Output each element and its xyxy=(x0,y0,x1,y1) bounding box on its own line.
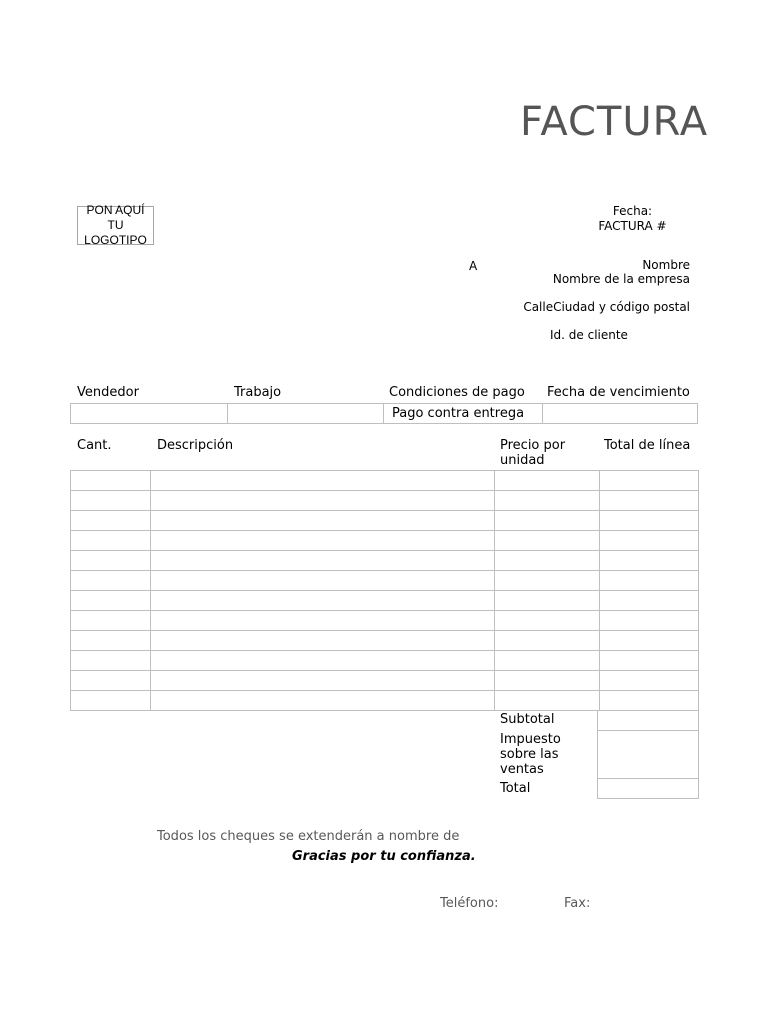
description-cell[interactable] xyxy=(151,551,495,571)
unit-price-cell[interactable] xyxy=(495,571,600,591)
tax-value[interactable] xyxy=(598,731,699,779)
table-row xyxy=(71,511,699,531)
header-condiciones-pago: Condiciones de pago xyxy=(389,385,525,400)
line-total-cell[interactable] xyxy=(600,571,699,591)
line-total-cell[interactable] xyxy=(600,671,699,691)
unit-price-cell[interactable] xyxy=(495,691,600,711)
table-row xyxy=(71,571,699,591)
line-total-cell[interactable] xyxy=(600,471,699,491)
description-cell[interactable] xyxy=(151,511,495,531)
table-row xyxy=(71,691,699,711)
qty-cell[interactable] xyxy=(71,531,151,551)
unit-price-cell[interactable] xyxy=(495,471,600,491)
line-total-cell[interactable] xyxy=(600,511,699,531)
qty-cell[interactable] xyxy=(71,491,151,511)
logo-placeholder xyxy=(77,203,154,247)
description-cell[interactable] xyxy=(151,671,495,691)
bill-to-address: CalleCiudad y código postal xyxy=(523,300,690,314)
subtotal-value[interactable] xyxy=(598,711,699,731)
date-label: Fecha: xyxy=(612,204,653,218)
description-cell[interactable] xyxy=(151,691,495,711)
fecha-vencimiento-cell[interactable] xyxy=(543,404,698,424)
table-row xyxy=(71,551,699,571)
description-cell[interactable] xyxy=(151,631,495,651)
tax-label: Impuesto sobre las ventas xyxy=(500,732,561,777)
bill-to-label: A xyxy=(469,259,478,273)
unit-price-cell[interactable] xyxy=(495,551,600,571)
unit-price-cell[interactable] xyxy=(495,631,600,651)
header-total-linea: Total de línea xyxy=(604,438,691,453)
line-total-cell[interactable] xyxy=(600,491,699,511)
unit-price-cell[interactable] xyxy=(495,611,600,631)
terms-table xyxy=(70,403,698,424)
table-row xyxy=(71,591,699,611)
table-row xyxy=(71,404,698,424)
table-row xyxy=(71,631,699,651)
trabajo-cell[interactable] xyxy=(228,404,384,424)
qty-cell[interactable] xyxy=(71,651,151,671)
qty-cell[interactable] xyxy=(71,611,151,631)
subtotal-label: Subtotal xyxy=(500,712,555,727)
unit-price-cell[interactable] xyxy=(495,531,600,551)
line-total-cell[interactable] xyxy=(600,531,699,551)
thanks-message: Gracias por tu confianza. xyxy=(292,849,476,864)
items-table xyxy=(70,470,699,711)
bill-to-client-id: Id. de cliente xyxy=(550,328,628,342)
unit-price-cell[interactable] xyxy=(495,591,600,611)
qty-cell[interactable] xyxy=(71,571,151,591)
condiciones-pago-cell[interactable]: Pago contra entrega xyxy=(384,404,543,424)
description-cell[interactable] xyxy=(151,611,495,631)
invoice-title: FACTURA xyxy=(520,99,709,145)
total-label: Total xyxy=(500,781,531,796)
line-total-cell[interactable] xyxy=(600,611,699,631)
qty-cell[interactable] xyxy=(71,591,151,611)
line-total-cell[interactable] xyxy=(600,631,699,651)
invoice-number-label: FACTURA # xyxy=(598,219,667,233)
unit-price-cell[interactable] xyxy=(495,511,600,531)
header-cantidad: Cant. xyxy=(77,438,112,453)
description-cell[interactable] xyxy=(151,491,495,511)
line-total-cell[interactable] xyxy=(600,591,699,611)
qty-cell[interactable] xyxy=(71,691,151,711)
bill-to-name: Nombre xyxy=(642,258,690,272)
totals-table xyxy=(597,710,699,799)
qty-cell[interactable] xyxy=(71,471,151,491)
total-value[interactable] xyxy=(598,779,699,799)
description-cell[interactable] xyxy=(151,531,495,551)
table-row xyxy=(71,611,699,631)
checks-note: Todos los cheques se extenderán a nombre de xyxy=(157,829,460,844)
phone-label: Teléfono: xyxy=(440,896,499,911)
header-precio-unidad: Precio por unidad xyxy=(500,438,566,468)
qty-cell[interactable] xyxy=(71,551,151,571)
table-row xyxy=(71,531,699,551)
unit-price-cell[interactable] xyxy=(495,491,600,511)
bill-to-company: Nombre de la empresa xyxy=(552,272,690,286)
description-cell[interactable] xyxy=(151,591,495,611)
logo-placeholder-text: PON AQUÍ TU LOGOTIPO xyxy=(84,203,147,247)
vendedor-cell[interactable] xyxy=(71,404,228,424)
table-row xyxy=(71,671,699,691)
qty-cell[interactable] xyxy=(71,671,151,691)
unit-price-cell[interactable] xyxy=(495,671,600,691)
fax-label: Fax: xyxy=(564,896,591,911)
unit-price-cell[interactable] xyxy=(495,651,600,671)
description-cell[interactable] xyxy=(151,571,495,591)
header-fecha-vencimiento: Fecha de vencimiento xyxy=(547,385,690,400)
qty-cell[interactable] xyxy=(71,511,151,531)
line-total-cell[interactable] xyxy=(600,551,699,571)
qty-cell[interactable] xyxy=(71,631,151,651)
description-cell[interactable] xyxy=(151,651,495,671)
line-total-cell[interactable] xyxy=(600,691,699,711)
header-trabajo: Trabajo xyxy=(234,385,282,400)
table-row xyxy=(71,491,699,511)
table-row xyxy=(71,651,699,671)
description-cell[interactable] xyxy=(151,471,495,491)
table-row xyxy=(71,471,699,491)
line-total-cell[interactable] xyxy=(600,651,699,671)
header-vendedor: Vendedor xyxy=(77,385,139,400)
header-descripcion: Descripción xyxy=(157,438,234,453)
